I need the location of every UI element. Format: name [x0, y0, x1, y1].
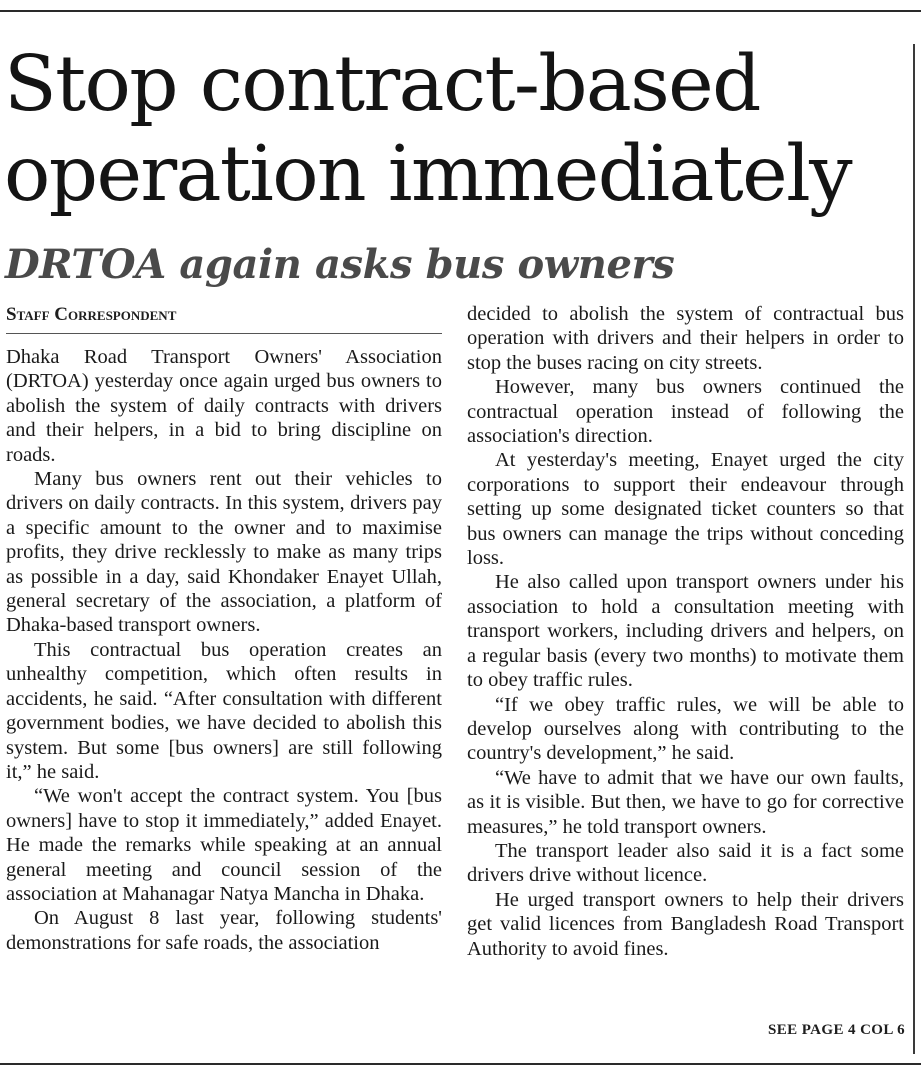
- top-rule: [0, 10, 921, 12]
- paragraph: The transport leader also said it is a fact some drivers drive without licence.: [467, 839, 904, 887]
- right-column-rule: [913, 44, 915, 1054]
- byline: Staff Correspondent: [6, 304, 177, 325]
- headline-line-2: operation immediately: [4, 130, 852, 219]
- subheadline: DRTOA again asks bus owners: [5, 241, 675, 288]
- paragraph: Many bus owners rent out their vehicles to drivers on daily contracts. In this system, drivers pay a specific amount to the owner and to maximise profits, they drive recklessly to make as many trips as possible in a day, said Khondaker Enayet Ullah, general secretary of the association, a platform of Dhaka-based transport owners.: [6, 468, 442, 637]
- paragraph: He also called upon transport owners under his association to hold a consultation meeting with transport workers, including drivers and helpers, on a regular basis (every two months) to motivate them to obey traffic rules.: [467, 571, 904, 692]
- paragraph: decided to abolish the system of contractual bus operation with drivers and their helpers in order to stop the buses racing on city streets.: [467, 303, 904, 374]
- continuation-jump: SEE PAGE 4 COL 6: [768, 1022, 905, 1038]
- article-column-left: [6, 345, 442, 1045]
- paragraph: “We won't accept the contract system. You [bus owners] have to stop it immediately,” added Enayet. He made the remarks while speaking at an annual general meeting and council session of the association at Mahanagar Natya Mancha in Dhaka.: [6, 785, 442, 905]
- paragraph: “If we obey traffic rules, we will be able to develop ourselves along with contributing to the country's development,” he said.: [467, 693, 904, 765]
- headline-line-1: Stop contract-based: [4, 40, 760, 129]
- headline: [4, 40, 909, 220]
- bottom-rule: [0, 1063, 921, 1065]
- article-column-right: [467, 302, 904, 1022]
- paragraph: “We have to admit that we have our own faults, as it is visible. But then, we have to go for corrective measures,” he told transport owners.: [467, 766, 904, 838]
- paragraph: This contractual bus operation creates an unhealthy competition, which often results in accidents, he said. “After consultation with different government bodies, we have decided to abolish this system. But some [bus owners] are still following it,” he said.: [6, 638, 442, 783]
- paragraph: However, many bus owners continued the contractual operation instead of following the association's direction.: [467, 376, 904, 448]
- paragraph: At yesterday's meeting, Enayet urged the city corporations to support their endeavour through setting up some designated ticket counters so that bus owners can manage the trips without conceding loss.: [467, 449, 904, 570]
- paragraph: Dhaka Road Transport Owners' Association (DRTOA) yesterday once again urged bus owners to abolish the system of daily contracts with drivers and their helpers, in a bid to bring discipline on roads.: [6, 346, 442, 466]
- paragraph: On August 8 last year, following students' demonstrations for safe roads, the association: [6, 907, 442, 954]
- paragraph: He urged transport owners to help their drivers get valid licences from Bangladesh Road Transport Authority to avoid fines.: [467, 888, 904, 960]
- byline-rule: [6, 333, 442, 334]
